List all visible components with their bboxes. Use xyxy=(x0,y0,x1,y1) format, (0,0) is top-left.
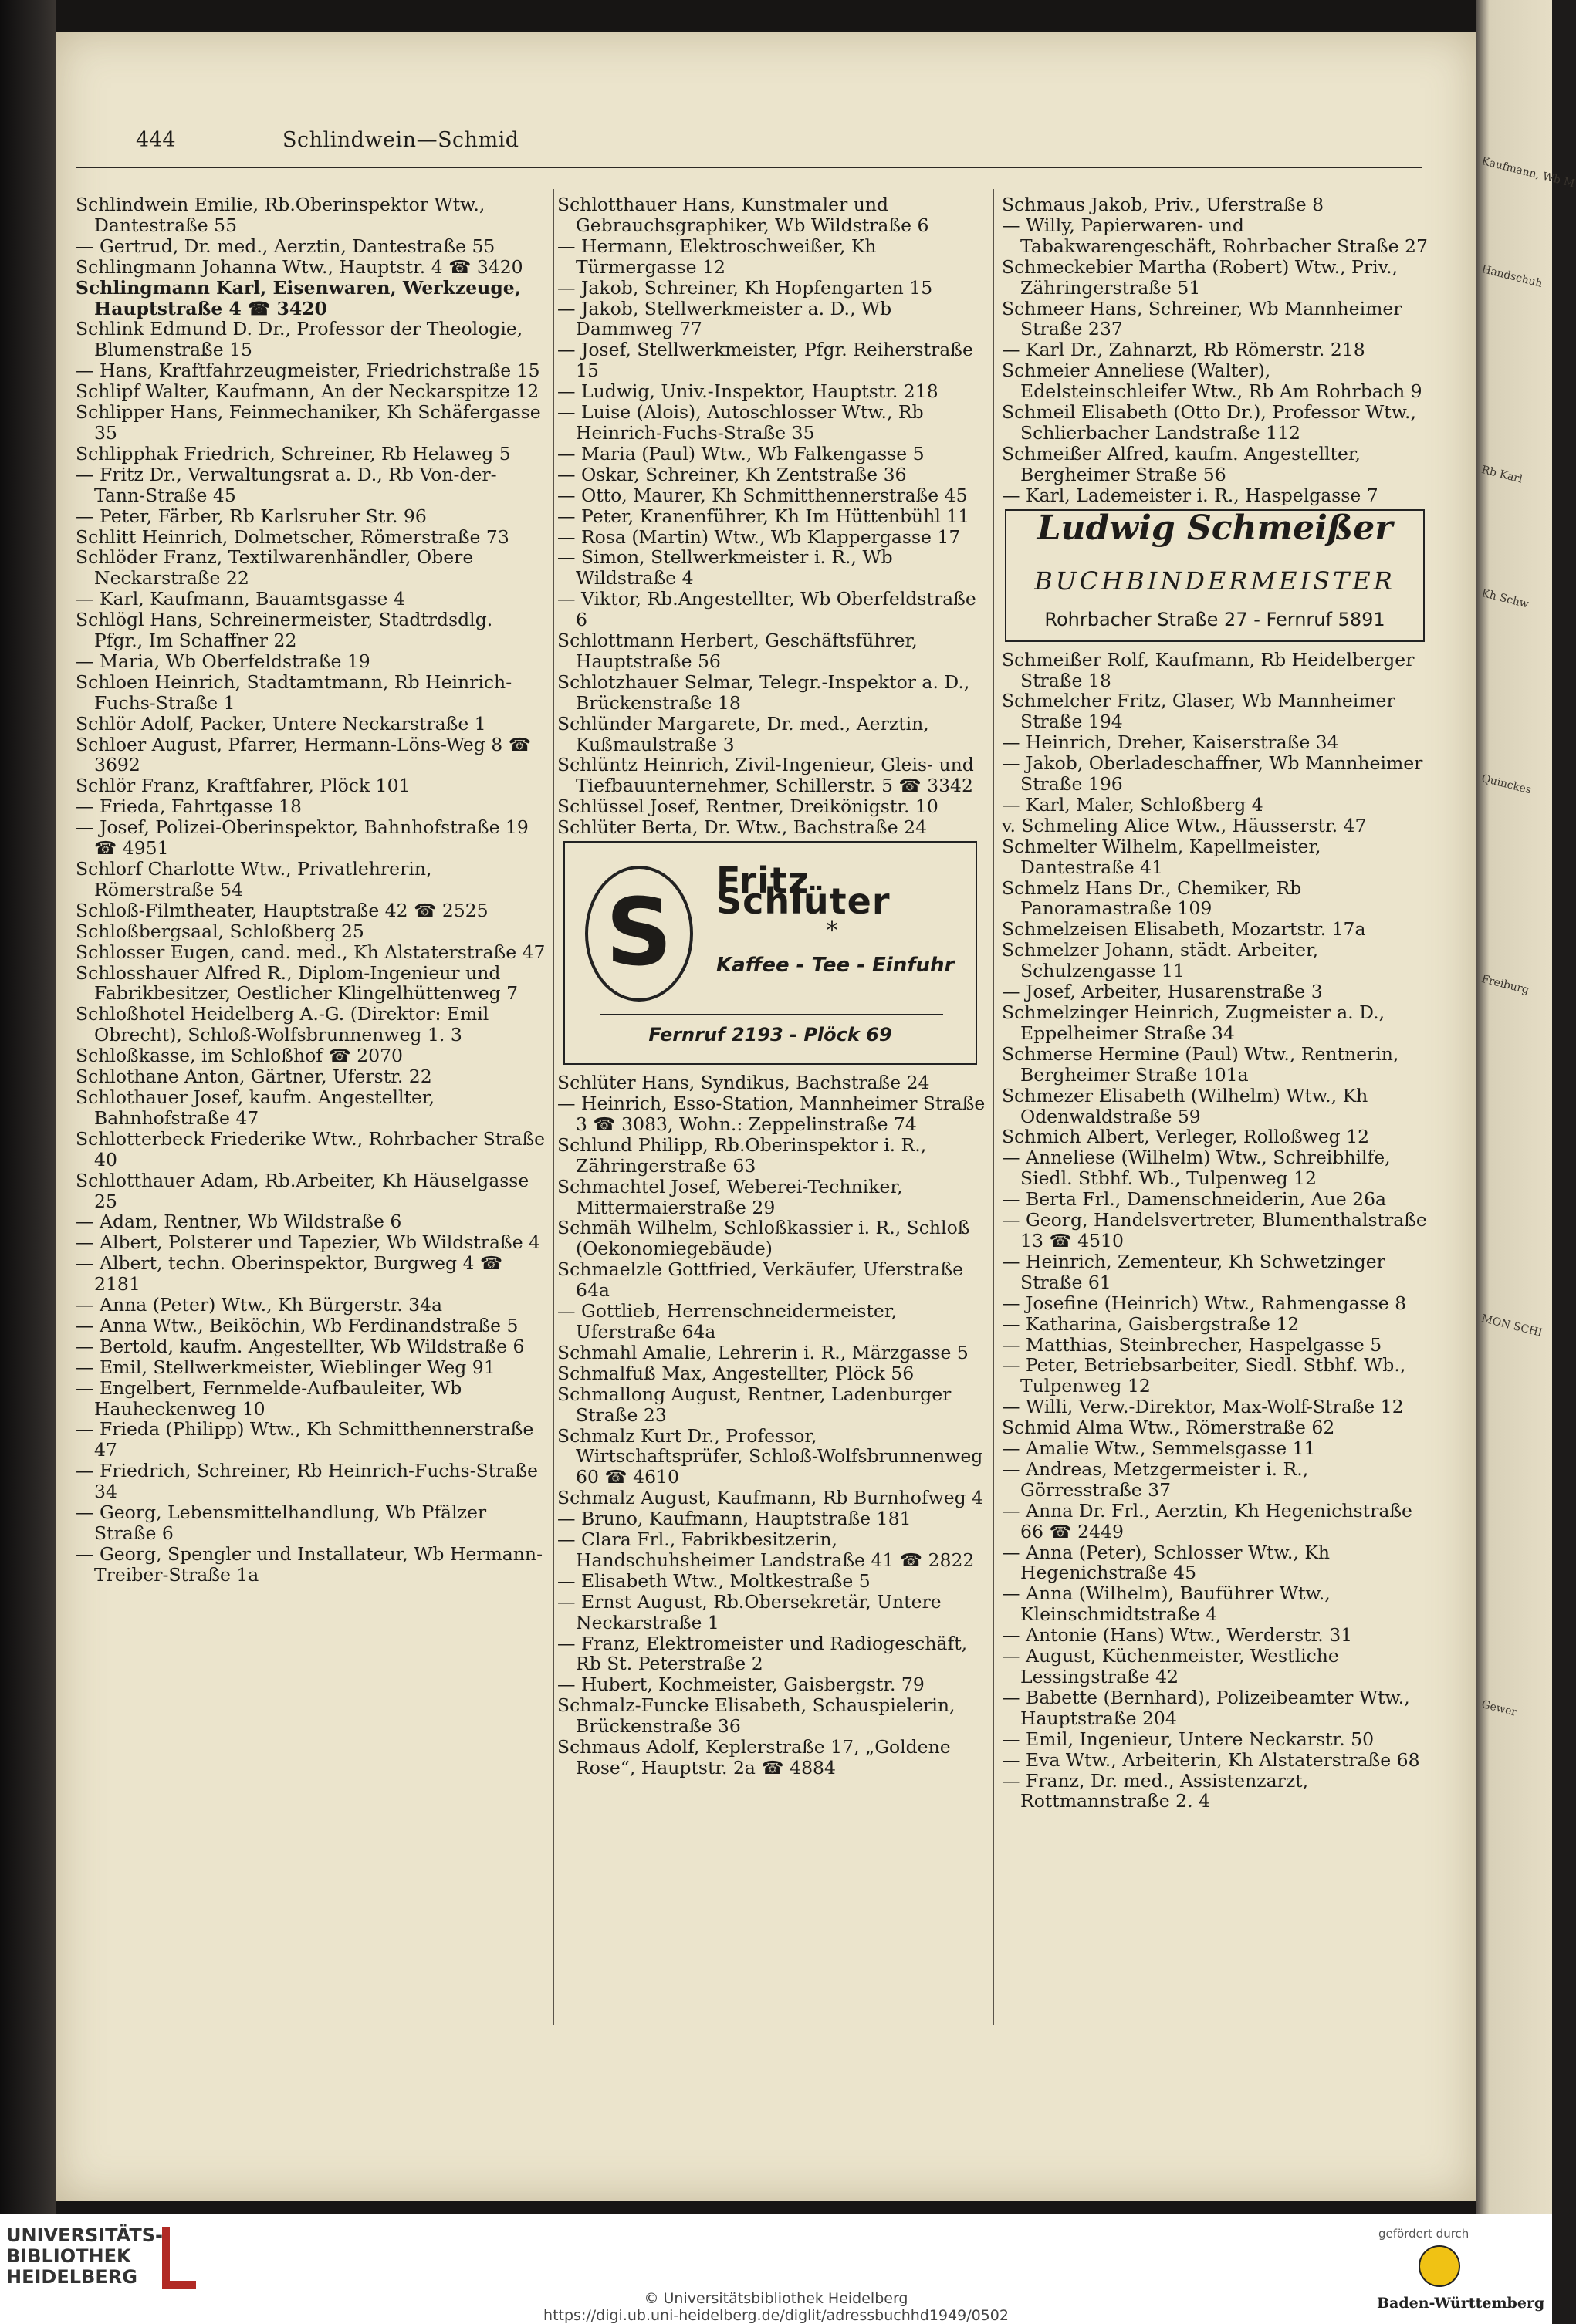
header-rule xyxy=(76,167,1422,168)
directory-entry: Schlosser Eugen, cand. med., Kh Alstaterstraße 47 xyxy=(76,941,546,963)
directory-entry: — Berta Frl., Damenschneiderin, Aue 26a xyxy=(1002,1188,1387,1211)
ad-trade: BUCHBINDERMEISTER xyxy=(1034,566,1395,596)
page-header xyxy=(76,128,1372,162)
directory-entry: — Friedrich, Schreiner, Rb Heinrich-Fuchs-Straße 34 xyxy=(76,1460,539,1503)
directory-entry: — Josef, Arbeiter, Husarenstraße 3 xyxy=(1002,981,1323,1003)
directory-entry: Schloß-Filmtheater, Hauptstraße 42 ☎ 2525 xyxy=(76,899,489,921)
directory-entry: — Josef, Stellwerkmeister, Pfgr. Reiherstraße 15 xyxy=(557,339,973,382)
adjacent-page-edge: Kaufmann, Wb M Handschuh Rb Karl Kh Schw Quinckes Freiburg MON SCHI Gewer xyxy=(1476,0,1552,2214)
directory-entry: — Maria, Wb Oberfeldstraße 19 xyxy=(76,650,370,672)
directory-entry: — August, Küchenmeister, Westliche Lessingstraße 42 xyxy=(1002,1645,1339,1687)
directory-entry: — Elisabeth Wtw., Moltkestraße 5 xyxy=(557,1569,871,1592)
directory-entry: Schmalfuß Max, Angestellter, Plöck 56 xyxy=(557,1362,915,1384)
directory-entry: — Heinrich, Esso-Station, Mannheimer Straße 3 ☎ 3083, Wohn.: Zeppelinstraße 74 xyxy=(557,1093,986,1135)
directory-entry: — Clara Frl., Fabrikbesitzerin, Handschuhsheimer Landstraße 41 ☎ 2822 xyxy=(557,1529,975,1571)
coat-of-arms-icon xyxy=(1419,2245,1460,2287)
directory-entry: — Georg, Handelsvertreter, Blumenthalstraße 13 ☎ 4510 xyxy=(1002,1209,1427,1252)
directory-entry: — Eva Wtw., Arbeiterin, Kh Alstaterstraße 68 xyxy=(1002,1748,1420,1771)
directory-entry: Schlosshauer Alfred R., Diplom-Ingenieur und Fabrikbesitzer, Oestlicher Klingelhüttenweg 7 xyxy=(76,961,519,1005)
directory-entry: Schmelter Wilhelm, Kapellmeister, Dantestraße 41 xyxy=(1002,835,1321,878)
directory-entry: — Otto, Maurer, Kh Schmitthennerstraße 45 xyxy=(557,484,968,506)
directory-entry: Schmeil Elisabeth (Otto Dr.), Professor Wtw., Schlierbacher Landstraße 112 xyxy=(1002,401,1416,444)
directory-entry: — Antonie (Hans) Wtw., Werderstr. 31 xyxy=(1002,1624,1353,1647)
directory-entry: Schlingmann Johanna Wtw., Hauptstr. 4 ☎ 3420 xyxy=(76,255,523,278)
directory-entry: Schmäh Wilhelm, Schloßkassier i. R., Schloß (Oekonomiegebäude) xyxy=(557,1217,970,1260)
directory-entry: Schlüter Hans, Syndikus, Bachstraße 24 xyxy=(557,1072,930,1094)
directory-entry: — Josef, Polizei-Oberinspektor, Bahnhofstraße 19 ☎ 4951 xyxy=(76,816,529,860)
directory-entry: — Adam, Rentner, Wb Wildstraße 6 xyxy=(76,1211,402,1233)
directory-entry: — Karl Dr., Zahnarzt, Rb Römerstr. 218 xyxy=(1002,339,1365,361)
book-spine xyxy=(0,0,56,2214)
directory-entry: Schloßbergsaal, Schloßberg 25 xyxy=(76,920,364,942)
directory-entry: — Franz, Dr. med., Assistenzarzt, Rottmannstraße 2. 4 xyxy=(1002,1769,1309,1812)
directory-entry: Schloßkasse, im Schloßhof ☎ 2070 xyxy=(76,1045,403,1067)
directory-entry: Schlund Philipp, Rb.Oberinspektor i. R., Zähringerstraße 63 xyxy=(557,1133,927,1177)
directory-entry: Schmalz August, Kaufmann, Rb Burnhofweg 4 xyxy=(557,1487,984,1509)
directory-entry: Schmaus Adolf, Keplerstraße 17, „Goldene Rose“, Hauptstr. 2a ☎ 4884 xyxy=(557,1736,951,1778)
viewer-footer xyxy=(0,2214,1552,2324)
logo-letter: S xyxy=(605,880,673,988)
directory-entry: Schlöder Franz, Textilwarenhändler, Obere Neckarstraße 22 xyxy=(76,546,474,589)
directory-entry: — Viktor, Rb.Angestellter, Wb Oberfeldstraße 6 xyxy=(557,588,976,631)
directory-entry: — Heinrich, Dreher, Kaiserstraße 34 xyxy=(1002,731,1339,754)
directory-entry: — Albert, Polsterer und Tapezier, Wb Wildstraße 4 xyxy=(76,1231,541,1254)
column-divider xyxy=(993,189,994,2025)
directory-entry: — Andreas, Metzgermeister i. R., Görresstraße 37 xyxy=(1002,1458,1309,1501)
directory-entry: Schlipper Hans, Feinmechaniker, Kh Schäfergasse 35 xyxy=(76,401,541,444)
directory-entry: — Gottlieb, Herrenschneidermeister, Uferstraße 64a xyxy=(557,1300,897,1343)
library-logo-line: UNIVERSITÄTS- xyxy=(6,2224,164,2246)
directory-entry: — Karl, Lademeister i. R., Haspelgasse 7 xyxy=(1002,484,1378,506)
directory-entry: v. Schmeling Alice Wtw., Häusserstr. 47 xyxy=(1002,814,1367,836)
ad-divider xyxy=(600,1014,943,1015)
advertisement-schmeisser xyxy=(1005,509,1425,642)
directory-entry: Schmelcher Fritz, Glaser, Wb Mannheimer Straße 194 xyxy=(1002,690,1395,733)
directory-entry: Schlipf Walter, Kaufmann, An der Neckarspitze 12 xyxy=(76,380,539,403)
directory-entry: Schmerse Hermine (Paul) Wtw., Rentnerin, Bergheimer Straße 101a xyxy=(1002,1042,1399,1086)
directory-entry: — Ludwig, Univ.-Inspektor, Hauptstr. 218 xyxy=(557,380,938,403)
directory-entry: — Georg, Spengler und Installateur, Wb Hermann-Treiber-Straße 1a xyxy=(76,1542,543,1586)
library-logo-icon xyxy=(162,2227,196,2289)
advertisement-schlueter xyxy=(563,841,977,1065)
directory-entry: — Karl, Kaufmann, Bauamtsgasse 4 xyxy=(76,588,405,610)
directory-entry: Schmezer Elisabeth (Wilhelm) Wtw., Kh Odenwaldstraße 59 xyxy=(1002,1084,1368,1127)
directory-entry: — Anna (Wilhelm), Bauführer Wtw., Kleinschmidtstraße 4 xyxy=(1002,1583,1331,1626)
directory-column-3 xyxy=(1002,194,1429,1812)
s-logo-icon xyxy=(585,866,693,1002)
page-number: 444 xyxy=(136,128,176,152)
directory-entry: Schmelzeisen Elisabeth, Mozartstr. 17a xyxy=(1002,918,1366,941)
permalink-url[interactable]: https://digi.ub.uni-heidelberg.de/diglit/adressbuchhd1949/0502 xyxy=(543,2307,1009,2324)
ad-address: Rohrbacher Straße 27 - Fernruf 5891 xyxy=(1044,608,1385,630)
directory-entry: — Gertrud, Dr. med., Aerztin, Dantestraße 55 xyxy=(76,235,495,257)
directory-entry: — Willi, Verw.-Direktor, Max-Wolf-Straße 12 xyxy=(1002,1396,1404,1418)
directory-entry: Schlothane Anton, Gärtner, Uferstr. 22 xyxy=(76,1066,432,1088)
directory-entry: Schlorf Charlotte Wtw., Privatlehrerin, Römerstraße 54 xyxy=(76,858,432,900)
directory-entry: Schmid Alma Wtw., Römerstraße 62 xyxy=(1002,1417,1335,1439)
directory-entry: — Matthias, Steinbrecher, Haspelgasse 5 xyxy=(1002,1333,1382,1356)
directory-entry: — Bruno, Kaufmann, Hauptstraße 181 xyxy=(557,1508,911,1530)
directory-entry: — Maria (Paul) Wtw., Wb Falkengasse 5 xyxy=(557,442,925,464)
directory-entry: — Frieda, Fahrtgasse 18 xyxy=(76,795,302,818)
directory-entry: Schlör Adolf, Packer, Untere Neckarstraße 1 xyxy=(76,712,486,735)
directory-entry: — Emil, Stellwerkmeister, Wieblinger Weg 91 xyxy=(76,1356,495,1378)
directory-entry: — Emil, Ingenieur, Untere Neckarstr. 50 xyxy=(1002,1728,1375,1750)
ad-star: * xyxy=(826,917,838,945)
directory-entry: Schlink Edmund D. Dr., Professor der Theologie, Blumenstraße 15 xyxy=(76,318,523,361)
directory-entry: Schlindwein Emilie, Rb.Oberinspektor Wtw., Dantestraße 55 xyxy=(76,194,485,236)
directory-entry: — Peter, Betriebsarbeiter, Siedl. Stbhf. Wb., Tulpenweg 12 xyxy=(1002,1354,1406,1397)
column-divider xyxy=(553,189,554,2025)
directory-entry: — Anna (Peter) Wtw., Kh Bürgerstr. 34a xyxy=(76,1294,443,1316)
funder-name[interactable]: Baden-Württemberg xyxy=(1377,2295,1545,2312)
directory-entry: Schlotthauer Adam, Rb.Arbeiter, Kh Häuselgasse 25 xyxy=(76,1169,529,1212)
directory-entry: Schlipphak Friedrich, Schreiner, Rb Helaweg 5 xyxy=(76,442,511,464)
directory-entry: — Peter, Färber, Rb Karlsruher Str. 96 xyxy=(76,505,427,527)
directory-entry: — Rosa (Martin) Wtw., Wb Klappergasse 17 xyxy=(557,525,961,548)
directory-entry: Schmachtel Josef, Weberei-Techniker, Mittermaierstraße 29 xyxy=(557,1175,903,1218)
directory-column-2 xyxy=(557,194,986,1778)
ad-trade: Kaffee - Tee - Einfuhr xyxy=(716,954,955,978)
directory-entry: — Georg, Lebensmittelhandlung, Wb Pfälzer Straße 6 xyxy=(76,1501,487,1544)
funded-by-label: gefördert durch xyxy=(1378,2227,1469,2241)
directory-entry: Schmeer Hans, Schreiner, Wb Mannheimer Straße 237 xyxy=(1002,297,1402,340)
directory-entry: Schmeier Anneliese (Walter), Edelsteinschleifer Wtw., Rb Am Rohrbach 9 xyxy=(1002,360,1422,403)
copyright-notice: © Universitätsbibliothek Heidelberg xyxy=(644,2290,908,2307)
directory-entry: — Anna (Peter), Schlosser Wtw., Kh Hegenichstraße 45 xyxy=(1002,1541,1331,1584)
directory-entry: — Albert, techn. Oberinspektor, Burgweg 4 ☎ 2181 xyxy=(76,1252,503,1295)
ad-company-name: Fritz Schlüter xyxy=(716,860,891,922)
directory-entry: — Fritz Dr., Verwaltungsrat a. D., Rb Von-der-Tann-Straße 45 xyxy=(76,463,497,506)
library-logo-line: BIBLIOTHEK xyxy=(6,2245,131,2267)
directory-entry: Schloen Heinrich, Stadtamtmann, Rb Heinrich-Fuchs-Straße 1 xyxy=(76,671,512,714)
directory-entry: — Luise (Alois), Autoschlosser Wtw., Rb Heinrich-Fuchs-Straße 35 xyxy=(557,401,924,444)
library-logo-line: HEIDELBERG xyxy=(6,2266,137,2288)
directory-entry: Schmelzinger Heinrich, Zugmeister a. D., Eppelheimer Straße 34 xyxy=(1002,1002,1385,1044)
directory-entry: — Katharina, Gaisbergstraße 12 xyxy=(1002,1312,1300,1335)
ad-phone: Fernruf 2193 - Plöck 69 xyxy=(648,1024,892,1046)
directory-entry: Schmeckebier Martha (Robert) Wtw., Priv., Zähringerstraße 51 xyxy=(1002,255,1398,299)
directory-entry: Schmelzer Johann, städt. Arbeiter, Schulzengasse 11 xyxy=(1002,939,1319,982)
directory-entry: Schmallong August, Rentner, Ladenburger Straße 23 xyxy=(557,1383,952,1426)
directory-entry: — Hans, Kraftfahrzeugmeister, Friedrichstraße 15 xyxy=(76,360,540,382)
directory-entry: Schlotthauer Hans, Kunstmaler und Gebrauchsgraphiker, Wb Wildstraße 6 xyxy=(557,194,929,236)
directory-entry: Schlottmann Herbert, Geschäftsführer, Hauptstraße 56 xyxy=(557,630,918,672)
directory-entry: — Franz, Elektromeister und Radiogeschäft, Rb St. Peterstraße 2 xyxy=(557,1632,968,1675)
directory-entry: Schmaelzle Gottfried, Verkäufer, Uferstraße 64a xyxy=(557,1258,964,1302)
directory-entry: Schlothauer Josef, kaufm. Angestellter, Bahnhofstraße 47 xyxy=(76,1086,435,1129)
directory-entry: — Hubert, Kochmeister, Gaisbergstr. 79 xyxy=(557,1674,925,1696)
directory-entry: — Babette (Bernhard), Polizeibeamter Wtw., Hauptstraße 204 xyxy=(1002,1686,1410,1729)
directory-entry: — Anneliese (Wilhelm) Wtw., Schreibhilfe, Siedl. Stbhf. Wb., Tulpenweg 12 xyxy=(1002,1147,1391,1190)
directory-entry: — Hermann, Elektroschweißer, Kh Türmergasse 12 xyxy=(557,235,877,278)
directory-entry: — Bertold, kaufm. Angestellter, Wb Wildstraße 6 xyxy=(76,1335,525,1357)
directory-entry: — Amalie Wtw., Semmelsgasse 11 xyxy=(1002,1437,1316,1460)
directory-entry: — Anna Wtw., Beiköchin, Wb Ferdinandstraße 5 xyxy=(76,1314,519,1336)
directory-entry: — Josefine (Heinrich) Wtw., Rahmengasse 8 xyxy=(1002,1292,1407,1314)
directory-entry: Schlotterbeck Friederike Wtw., Rohrbacher Straße 40 xyxy=(76,1127,546,1170)
directory-entry: Schmich Albert, Verleger, Rolloßweg 12 xyxy=(1002,1126,1370,1148)
directory-entry: Schmahl Amalie, Lehrerin i. R., Märzgasse 5 xyxy=(557,1341,969,1363)
directory-entry: Schlitt Heinrich, Dolmetscher, Römerstraße 73 xyxy=(76,525,509,548)
directory-entry: Schmaus Jakob, Priv., Uferstraße 8 xyxy=(1002,194,1324,215)
directory-entry: — Willy, Papierwaren- und Tabakwarengeschäft, Rohrbacher Straße 27 xyxy=(1002,214,1428,257)
directory-entry: Schlögl Hans, Schreinermeister, Stadtrdsdlg. Pfgr., Im Schaffner 22 xyxy=(76,609,493,652)
page-name-range: Schlindwein—Schmid xyxy=(282,128,519,152)
directory-entry: — Peter, Kranenführer, Kh Im Hüttenbühl 11 xyxy=(557,505,970,527)
directory-entry: Schlünder Margarete, Dr. med., Aerztin, Kußmaulstraße 3 xyxy=(557,712,929,755)
directory-entry: — Jakob, Schreiner, Kh Hopfengarten 15 xyxy=(557,276,933,299)
directory-entry: — Frieda (Philipp) Wtw., Kh Schmitthennerstraße 47 xyxy=(76,1418,534,1461)
directory-column-1 xyxy=(76,194,546,1586)
directory-entry: Schlör Franz, Kraftfahrer, Plöck 101 xyxy=(76,775,411,797)
directory-entry: — Simon, Stellwerkmeister i. R., Wb Wildstraße 4 xyxy=(557,546,893,589)
directory-entry: Schmelz Hans Dr., Chemiker, Rb Panoramastraße 109 xyxy=(1002,877,1302,920)
directory-entry: — Jakob, Stellwerkmeister a. D., Wb Dammweg 77 xyxy=(557,297,892,340)
directory-entry: Schloßhotel Heidelberg A.-G. (Direktor: Emil Obrecht), Schloß-Wolfsbrunnenweg 1. 3 xyxy=(76,1003,489,1046)
directory-entry: Schmalz Kurt Dr., Professor, Wirtschaftsprüfer, Schloß-Wolfsbrunnenweg 60 ☎ 4610 xyxy=(557,1424,983,1488)
library-logo[interactable] xyxy=(6,2225,163,2288)
directory-entry: — Oskar, Schreiner, Kh Zentstraße 36 xyxy=(557,463,907,485)
directory-entry: — Anna Dr. Frl., Aerztin, Kh Hegenichstraße 66 ☎ 2449 xyxy=(1002,1499,1412,1542)
directory-entry: Schlingmann Karl, Eisenwaren, Werkzeuge, Hauptstraße 4 ☎ 3420 xyxy=(76,276,521,319)
directory-entry: Schmalz-Funcke Elisabeth, Schauspielerin, Brückenstraße 36 xyxy=(557,1694,955,1738)
directory-entry: Schloer August, Pfarrer, Hermann-Löns-Weg 8 ☎ 3692 xyxy=(76,733,531,776)
directory-entry: — Engelbert, Fernmelde-Aufbauleiter, Wb Hauheckenweg 10 xyxy=(76,1376,462,1420)
directory-entry: — Ernst August, Rb.Obersekretär, Untere Neckarstraße 1 xyxy=(557,1590,942,1633)
directory-entry: Schlüter Berta, Dr. Wtw., Bachstraße 24 xyxy=(557,816,927,839)
directory-entry: — Heinrich, Zementeur, Kh Schwetzinger Straße 61 xyxy=(1002,1250,1385,1293)
directory-entry: — Jakob, Oberladeschaffner, Wb Mannheimer Straße 196 xyxy=(1002,752,1423,795)
ad-company-name: Ludwig Schmeißer xyxy=(1037,508,1393,548)
directory-entry: — Karl, Maler, Schloßberg 4 xyxy=(1002,793,1263,816)
directory-entry: Schlüssel Josef, Rentner, Dreikönigstr. 10 xyxy=(557,795,938,818)
directory-entry: Schlotzhauer Selmar, Telegr.-Inspektor a. D., Brückenstraße 18 xyxy=(557,671,970,714)
directory-entry: Schmeißer Rolf, Kaufmann, Rb Heidelberger Straße 18 xyxy=(1002,648,1415,691)
directory-entry: Schmeißer Alfred, kaufm. Angestellter, Bergheimer Straße 56 xyxy=(1002,442,1361,485)
directory-entry: Schlüntz Heinrich, Zivil-Ingenieur, Gleis- und Tiefbauunternehmer, Schillerstr. 5 ☎ 3342 xyxy=(557,754,974,797)
